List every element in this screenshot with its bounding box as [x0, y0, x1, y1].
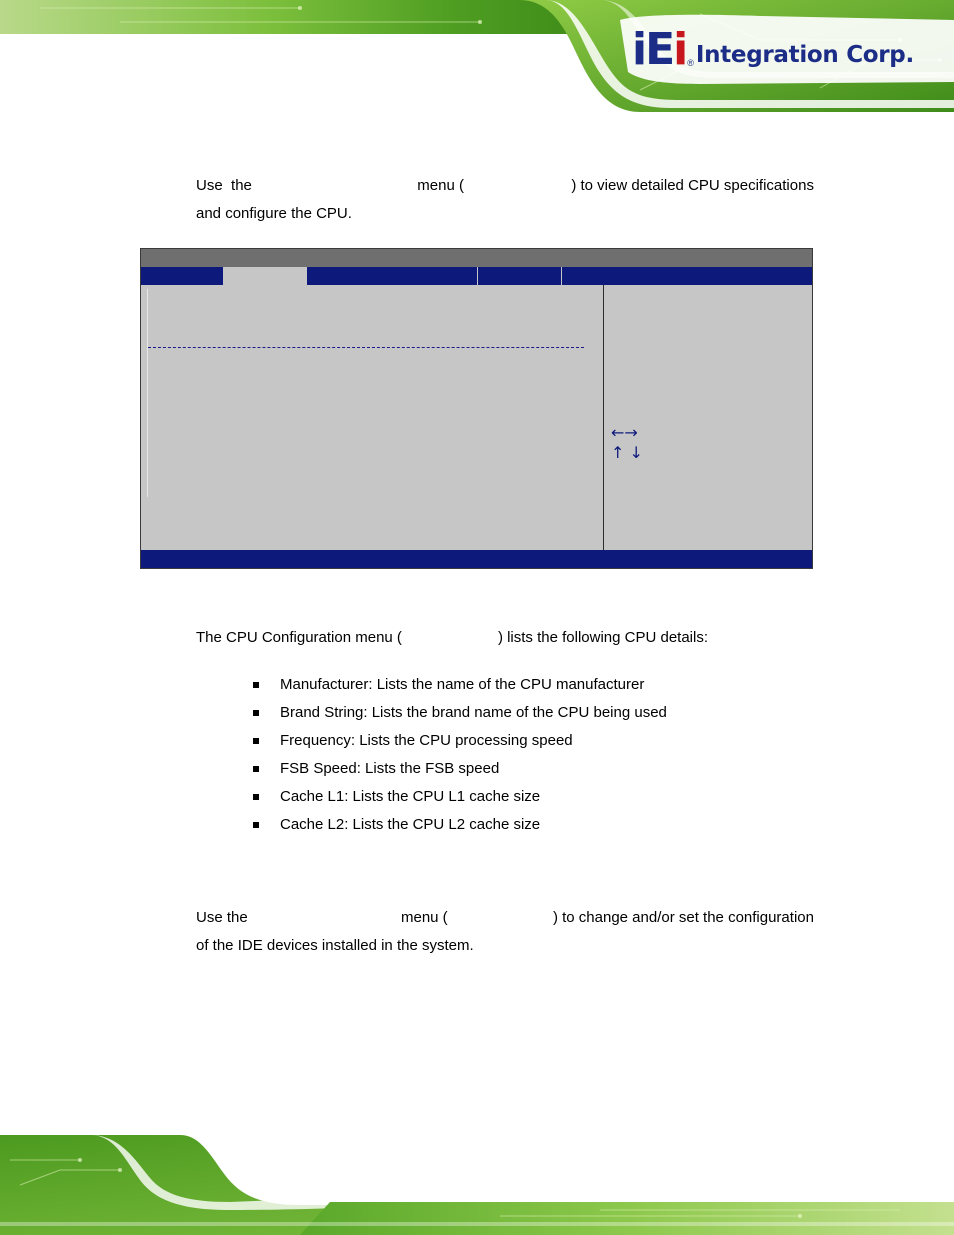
footer-banner-graphic	[0, 1130, 954, 1235]
ide-line-1: Use the menu ( ) to change and/or set the configuration	[196, 909, 814, 926]
bios-tab-1[interactable]	[141, 267, 224, 285]
bios-tab-3[interactable]	[308, 267, 478, 285]
logo-mark: iEi	[632, 24, 687, 75]
list-item: Frequency: Lists the CPU processing speed	[250, 727, 667, 755]
bios-main-left-edge	[147, 289, 148, 497]
bios-help-panel	[604, 285, 812, 550]
bios-help-left-right-arrows-icon: ←→	[611, 423, 638, 442]
bullet-square-icon	[253, 738, 259, 744]
page-footer	[0, 1130, 954, 1235]
cpu-details-list	[250, 671, 667, 839]
cpu-intro-paragraph	[196, 172, 814, 228]
bios-main-panel	[141, 285, 603, 550]
bios-help-up-down-arrows-icon: ↑ ↓	[611, 443, 643, 462]
bullet-square-icon	[253, 794, 259, 800]
list-item: Cache L1: Lists the CPU L1 cache size	[250, 783, 667, 811]
bios-separator-line	[148, 347, 584, 348]
bios-menu-bar	[141, 267, 812, 285]
bios-tab-advanced-active[interactable]	[224, 267, 307, 285]
bios-tab-4[interactable]	[478, 267, 562, 285]
cpu-details-paragraph: The CPU Configuration menu ( ) lists the following CPU details:	[196, 629, 709, 646]
registered-mark: ®	[687, 58, 694, 68]
ide-line-2: of the IDE devices installed in the system.	[196, 937, 474, 954]
cpu-intro-line-2: and configure the CPU.	[196, 205, 352, 222]
logo-company-name: Integration Corp.	[695, 42, 914, 68]
list-item: FSB Speed: Lists the FSB speed	[250, 755, 667, 783]
bullet-square-icon	[253, 822, 259, 828]
list-item: Cache L2: Lists the CPU L2 cache size	[250, 811, 667, 839]
bios-status-bar	[141, 550, 812, 568]
bullet-square-icon	[253, 766, 259, 772]
company-logo	[632, 24, 914, 75]
page-header	[0, 0, 954, 112]
cpu-intro-line-1: Use the menu ( ) to view detailed CPU specifications	[196, 177, 814, 194]
list-item: Manufacturer: Lists the name of the CPU manufacturer	[250, 671, 667, 699]
bios-screenshot	[140, 248, 813, 569]
bios-title-bar	[141, 249, 812, 267]
bullet-square-icon	[253, 710, 259, 716]
ide-paragraph	[196, 904, 814, 960]
bullet-square-icon	[253, 682, 259, 688]
list-item: Brand String: Lists the brand name of the CPU being used	[250, 699, 667, 727]
